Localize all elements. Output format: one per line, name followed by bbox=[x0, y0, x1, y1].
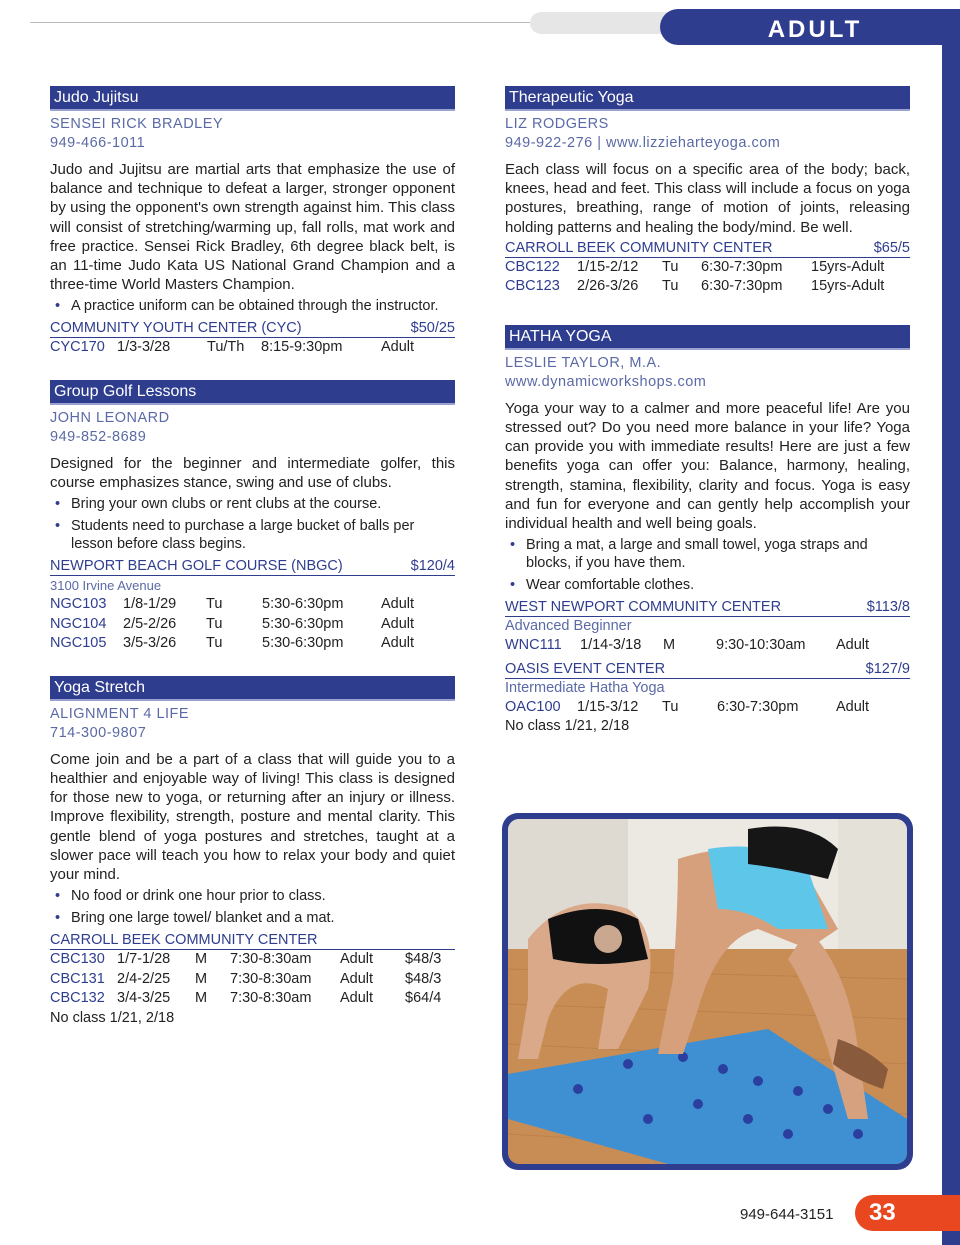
page-number: 33 bbox=[855, 1195, 960, 1231]
class-age: Adult bbox=[381, 615, 415, 632]
class-dates: 3/5-3/26 bbox=[123, 635, 177, 652]
class-code: CYC170 bbox=[50, 339, 105, 356]
class-row bbox=[505, 698, 910, 718]
class-time: 7:30-8:30am bbox=[230, 951, 312, 968]
section-title: HATHA YOGA bbox=[505, 325, 910, 348]
list-item: • Wear comfortable clothes. bbox=[510, 577, 695, 594]
class-row bbox=[505, 258, 910, 278]
location-row bbox=[50, 557, 455, 576]
footer-phone: 949-644-3151 bbox=[740, 1206, 834, 1223]
contact: 714-300-9807 bbox=[50, 724, 147, 741]
section-title: Judo Jujitsu bbox=[50, 86, 455, 109]
bullet-list bbox=[50, 297, 455, 315]
list-item: • Students need to purchase a large bucket of balls per lesson before class begins. bbox=[55, 518, 415, 553]
class-dates: 3/4-3/25 bbox=[117, 990, 171, 1007]
instructor: ALIGNMENT 4 LIFE bbox=[50, 705, 190, 722]
judo-section bbox=[50, 86, 455, 358]
class-price: $48/3 bbox=[405, 951, 442, 968]
class-age: Adult bbox=[381, 339, 415, 356]
yoga-stretch-section bbox=[50, 676, 455, 1028]
class-time: 7:30-8:30am bbox=[230, 970, 312, 987]
header-rule bbox=[30, 22, 530, 23]
class-age: Adult bbox=[381, 596, 415, 613]
class-price: $48/3 bbox=[405, 970, 442, 987]
class-dates: 2/5-2/26 bbox=[123, 615, 177, 632]
class-time: 5:30-6:30pm bbox=[262, 615, 344, 632]
location-row bbox=[50, 319, 455, 338]
class-level: Intermediate Hatha Yoga bbox=[505, 679, 665, 696]
location-price: $65/5 bbox=[873, 239, 910, 256]
class-code: WNC111 bbox=[505, 637, 562, 654]
contact: www.dynamicworkshops.com bbox=[505, 373, 707, 390]
contact: 949-852-8689 bbox=[50, 428, 147, 445]
description: Yoga your way to a calmer and more peaceful life! Are you stressed out? Do you need more balance in your life? Yoga can provide you with immediate results! Here are just a few benefits yoga can offer you: Balance, harmony, healing, strength, stamina, flexibility, clarity and focus. Yoga is easy and fun for everyone and can gently help accomplish your individual health and well being goals. bbox=[505, 399, 910, 533]
location-name: OASIS EVENT CENTER bbox=[505, 660, 666, 677]
instructor: SENSEI RICK BRADLEY bbox=[50, 116, 224, 132]
class-day: Tu bbox=[662, 278, 679, 295]
yoga-photo bbox=[508, 819, 907, 1164]
class-row bbox=[50, 950, 455, 970]
list-item: • Bring one large towel/ blanket and a mat. bbox=[55, 910, 335, 927]
location-name: WEST NEWPORT COMMUNITY CENTER bbox=[505, 599, 782, 616]
class-time: 6:30-7:30pm bbox=[701, 278, 783, 295]
description: Come join and be a part of a class that will guide you to a healthier and enjoyable way of living! This class is designed for those new to yoga, or returning after an injury or illness. Improve flexibility, strength, posture and mental clarity. This gentle blend of yoga postures and stretches, taught at a slower pace will teach you how to relax your body and quiet your mind. bbox=[50, 750, 455, 884]
class-dates: 2/4-2/25 bbox=[117, 970, 171, 987]
class-row bbox=[505, 277, 910, 297]
class-dates: 1/15-2/12 bbox=[577, 258, 639, 275]
schedule-note: No class 1/21, 2/18 bbox=[50, 1009, 175, 1026]
instructor: LIZ RODGERS bbox=[505, 116, 609, 132]
class-row bbox=[50, 989, 455, 1009]
class-day: Tu bbox=[206, 635, 223, 652]
class-code: CBC130 bbox=[50, 951, 105, 968]
instructor: JOHN LEONARD bbox=[50, 409, 170, 426]
golf-section bbox=[50, 380, 455, 654]
class-day: M bbox=[195, 951, 208, 968]
list-item: • Bring your own clubs or rent clubs at the course. bbox=[55, 496, 382, 513]
class-age: Adult bbox=[836, 698, 870, 715]
class-code: NGC103 bbox=[50, 596, 107, 613]
section-title: Therapeutic Yoga bbox=[505, 86, 910, 109]
yoga-photo-illustration bbox=[508, 819, 907, 1164]
section-tab: ADULT bbox=[660, 9, 960, 45]
description: Judo and Jujitsu are martial arts that emphasize the use of balance and technique to defeat a larger, stronger opponent by using the opponent's own strength against him. This class will consist of stretching/warming up, fall rolls, mat work and free practice. Sensei Rick Bradley, 6th degree black belt, is an 11-time Judo Kata US National Grand Champion and a three-time World Masters Champion. bbox=[50, 161, 455, 294]
class-row bbox=[50, 634, 455, 654]
bullet-icon: • bbox=[510, 537, 516, 554]
class-age: Adult bbox=[340, 970, 374, 987]
class-row bbox=[50, 595, 455, 615]
class-price: $64/4 bbox=[405, 990, 442, 1007]
section-title: Group Golf Lessons bbox=[50, 380, 455, 403]
left-column bbox=[50, 86, 455, 1050]
location-name: CARROLL BEEK COMMUNITY CENTER bbox=[505, 239, 773, 256]
class-row bbox=[50, 338, 455, 358]
class-age: Adult bbox=[836, 637, 870, 654]
class-code: CBC122 bbox=[505, 258, 560, 275]
location-row bbox=[505, 239, 910, 258]
list-item: • Bring a mat, a large and small towel, yoga straps and blocks, if you have them. bbox=[510, 537, 868, 572]
class-level: Advanced Beginner bbox=[505, 618, 632, 635]
class-dates: 1/3-3/28 bbox=[117, 339, 171, 356]
bullet-icon: • bbox=[55, 518, 61, 535]
class-code: NGC104 bbox=[50, 615, 107, 632]
bullet-icon: • bbox=[55, 496, 61, 513]
class-day: Tu bbox=[206, 596, 223, 613]
hatha-yoga-section bbox=[505, 325, 910, 736]
bullet-icon: • bbox=[55, 888, 61, 905]
class-time: 8:15-9:30pm bbox=[261, 339, 343, 356]
right-column bbox=[505, 86, 910, 758]
class-dates: 1/8-1/29 bbox=[123, 596, 177, 613]
class-code: CBC131 bbox=[50, 970, 105, 987]
yoga-photo-frame bbox=[502, 813, 913, 1170]
class-dates: 1/15-3/12 bbox=[577, 698, 639, 715]
class-code: CBC123 bbox=[505, 278, 560, 295]
class-age: Adult bbox=[340, 951, 374, 968]
class-time: 9:30-10:30am bbox=[716, 637, 806, 654]
class-row bbox=[50, 615, 455, 635]
instructor: LESLIE TAYLOR, M.A. bbox=[505, 354, 662, 371]
location-row bbox=[505, 660, 910, 679]
bullet-list bbox=[505, 536, 910, 594]
class-age: 15yrs-Adult bbox=[811, 258, 885, 275]
bullet-icon: • bbox=[55, 298, 61, 315]
class-dates: 1/7-1/28 bbox=[117, 951, 171, 968]
class-age: 15yrs-Adult bbox=[811, 278, 885, 295]
location-name: NEWPORT BEACH GOLF COURSE (NBGC) bbox=[50, 558, 343, 575]
class-row bbox=[50, 970, 455, 990]
list-item: • A practice uniform can be obtained through the instructor. bbox=[55, 298, 439, 315]
class-row bbox=[505, 636, 910, 656]
class-dates: 1/14-3/18 bbox=[580, 637, 642, 654]
class-time: 5:30-6:30pm bbox=[262, 635, 344, 652]
list-item: • No food or drink one hour prior to class. bbox=[55, 888, 326, 905]
location-name: CARROLL BEEK COMMUNITY CENTER bbox=[50, 932, 318, 949]
location-name: COMMUNITY YOUTH CENTER (CYC) bbox=[50, 320, 302, 337]
class-time: 7:30-8:30am bbox=[230, 990, 312, 1007]
location-price: $113/8 bbox=[866, 599, 910, 616]
description: Each class will focus on a specific area of the body; back, knees, head and feet. This class will include a focus on yoga postures, breathing, range of motion of joints, releasing holding patterns and healing the body/mind. Be well. bbox=[505, 161, 910, 236]
side-bar bbox=[942, 45, 960, 1245]
schedule-note: No class 1/21, 2/18 bbox=[505, 718, 630, 735]
class-time: 6:30-7:30pm bbox=[717, 698, 799, 715]
bullet-icon: • bbox=[55, 910, 61, 927]
location-price: $127/9 bbox=[865, 660, 910, 677]
therapeutic-yoga-section bbox=[505, 86, 910, 297]
class-code: NGC105 bbox=[50, 635, 107, 652]
bullet-list bbox=[50, 887, 455, 927]
bullet-list bbox=[50, 495, 455, 553]
class-day: M bbox=[195, 990, 208, 1007]
class-day: M bbox=[195, 970, 208, 987]
class-day: Tu bbox=[206, 615, 223, 632]
location-address: 3100 Irvine Avenue bbox=[50, 578, 162, 594]
section-title: Yoga Stretch bbox=[50, 676, 455, 699]
class-code: OAC100 bbox=[505, 698, 561, 715]
class-time: 5:30-6:30pm bbox=[262, 596, 344, 613]
description: Designed for the beginner and intermediate golfer, this course emphasizes stance, swing and use of clubs. bbox=[50, 454, 455, 492]
class-code: CBC132 bbox=[50, 990, 105, 1007]
contact: 949-466-1011 bbox=[50, 135, 146, 151]
class-day: Tu bbox=[662, 698, 679, 715]
class-day: Tu bbox=[662, 258, 679, 275]
location-row bbox=[505, 598, 910, 617]
class-time: 6:30-7:30pm bbox=[701, 258, 783, 275]
contact: 949-922-276 | www.lizzieharteyoga.com bbox=[505, 135, 781, 151]
class-dates: 2/26-3/26 bbox=[577, 278, 639, 295]
class-day: Tu/Th bbox=[207, 339, 245, 356]
location-price: $120/4 bbox=[410, 558, 455, 575]
location-price: $50/25 bbox=[410, 320, 455, 337]
bullet-icon: • bbox=[510, 577, 516, 594]
class-day: M bbox=[663, 637, 676, 654]
location-row bbox=[50, 931, 455, 950]
class-age: Adult bbox=[340, 990, 374, 1007]
class-age: Adult bbox=[381, 635, 415, 652]
